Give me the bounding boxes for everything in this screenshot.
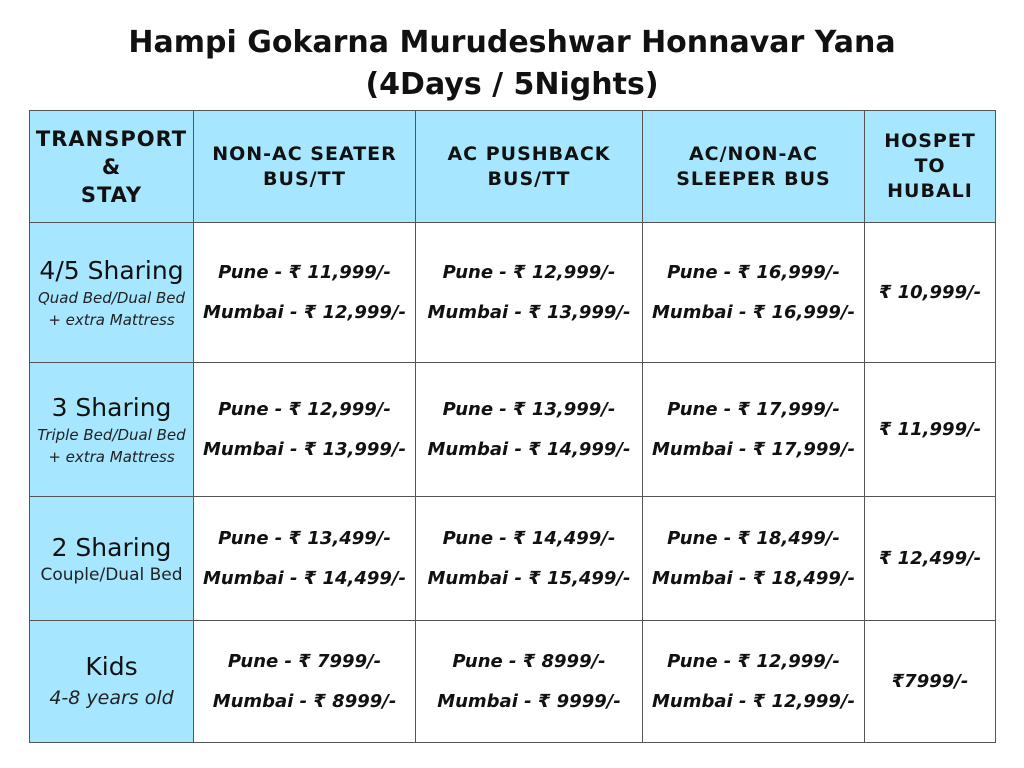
- table-row: [30, 497, 996, 621]
- price-mumbai: Mumbai - ₹ 9999/-: [437, 690, 621, 712]
- price-cell-sleeper: [643, 223, 865, 363]
- price-cell-hospet: [865, 497, 996, 621]
- price-pune: Pune - ₹ 12,999/-: [218, 398, 391, 420]
- category-subtitle: Quad Bed/Dual Bed + extra Mattress: [37, 288, 186, 329]
- price-pune: Pune - ₹ 8999/-: [452, 650, 606, 672]
- category-subtitle: Triple Bed/Dual Bed + extra Mattress: [37, 425, 186, 466]
- price-hospet: ₹ 10,999/-: [878, 282, 982, 303]
- price-pune: Pune - ₹ 12,999/-: [442, 261, 616, 283]
- price-mumbai: Mumbai - ₹ 17,999/-: [652, 438, 855, 460]
- page-title: [0, 22, 1024, 106]
- price-cell-nonac: [194, 363, 416, 497]
- price-cell-sleeper: [643, 363, 865, 497]
- price-cell-ac: [416, 497, 643, 621]
- header-ac-pushback: AC PUSHBACK BUS/TT: [416, 111, 643, 223]
- category-title: Kids: [85, 651, 138, 681]
- price-cell-nonac: [194, 497, 416, 621]
- price-pune: Pune - ₹ 13,499/-: [218, 527, 391, 549]
- price-mumbai: Mumbai - ₹ 18,499/-: [652, 567, 855, 589]
- price-cell-ac: [416, 621, 643, 743]
- category-cell: [30, 363, 194, 497]
- price-mumbai: Mumbai - ₹ 14,499/-: [203, 567, 406, 589]
- price-pune: Pune - ₹ 11,999/-: [218, 261, 391, 283]
- category-subtitle: 4-8 years old: [49, 686, 174, 709]
- price-mumbai: Mumbai - ₹ 13,999/-: [427, 301, 631, 323]
- header-row: [30, 111, 996, 223]
- header-nonac-seater: NON-AC SEATER BUS/TT: [194, 111, 416, 223]
- price-hospet: ₹ 12,499/-: [878, 548, 982, 569]
- price-pune: Pune - ₹ 7999/-: [227, 650, 382, 672]
- table-row: [30, 621, 996, 743]
- category-cell: [30, 223, 194, 363]
- price-mumbai: Mumbai - ₹ 12,999/-: [203, 301, 406, 323]
- price-cell-nonac: [194, 621, 416, 743]
- price-cell-hospet: [865, 363, 996, 497]
- price-table: [29, 110, 996, 743]
- price-mumbai: Mumbai - ₹ 13,999/-: [203, 438, 406, 460]
- category-title: 2 Sharing: [51, 532, 172, 562]
- price-cell-sleeper: [643, 621, 865, 743]
- price-cell-ac: [416, 363, 643, 497]
- price-pune: Pune - ₹ 13,999/-: [442, 398, 616, 420]
- price-mumbai: Mumbai - ₹ 14,999/-: [427, 438, 631, 460]
- price-hospet: ₹ 11,999/-: [878, 419, 982, 440]
- price-pune: Pune - ₹ 17,999/-: [667, 398, 840, 420]
- price-pune: Pune - ₹ 18,499/-: [667, 527, 840, 549]
- price-pune: Pune - ₹ 16,999/-: [667, 261, 840, 283]
- price-mumbai: Mumbai - ₹ 15,499/-: [427, 567, 631, 589]
- price-pune: Pune - ₹ 12,999/-: [667, 650, 840, 672]
- price-hospet: ₹7999/-: [891, 671, 969, 692]
- category-cell: [30, 621, 194, 743]
- price-cell-sleeper: [643, 497, 865, 621]
- header-transport-stay: TRANSPORT & STAY: [30, 111, 194, 223]
- table-row: [30, 363, 996, 497]
- price-cell-hospet: [865, 621, 996, 743]
- title-line-2: (4Days / 5Nights): [365, 67, 659, 102]
- price-cell-hospet: [865, 223, 996, 363]
- price-cell-ac: [416, 223, 643, 363]
- table-row: [30, 223, 996, 363]
- price-mumbai: Mumbai - ₹ 16,999/-: [652, 301, 855, 323]
- category-title: 3 Sharing: [51, 392, 172, 422]
- header-hospet-hubali: HOSPET TO HUBALI: [865, 111, 996, 223]
- price-mumbai: Mumbai - ₹ 8999/-: [212, 690, 397, 712]
- category-title: 4/5 Sharing: [39, 255, 184, 285]
- price-cell-nonac: [194, 223, 416, 363]
- header-sleeper-bus: AC/NON-AC SLEEPER BUS: [643, 111, 865, 223]
- category-cell: [30, 497, 194, 621]
- category-subtitle: Couple/Dual Bed: [40, 564, 183, 585]
- price-pune: Pune - ₹ 14,499/-: [442, 527, 616, 549]
- price-mumbai: Mumbai - ₹ 12,999/-: [652, 690, 855, 712]
- title-line-1: Hampi Gokarna Murudeshwar Honnavar Yana: [128, 25, 896, 60]
